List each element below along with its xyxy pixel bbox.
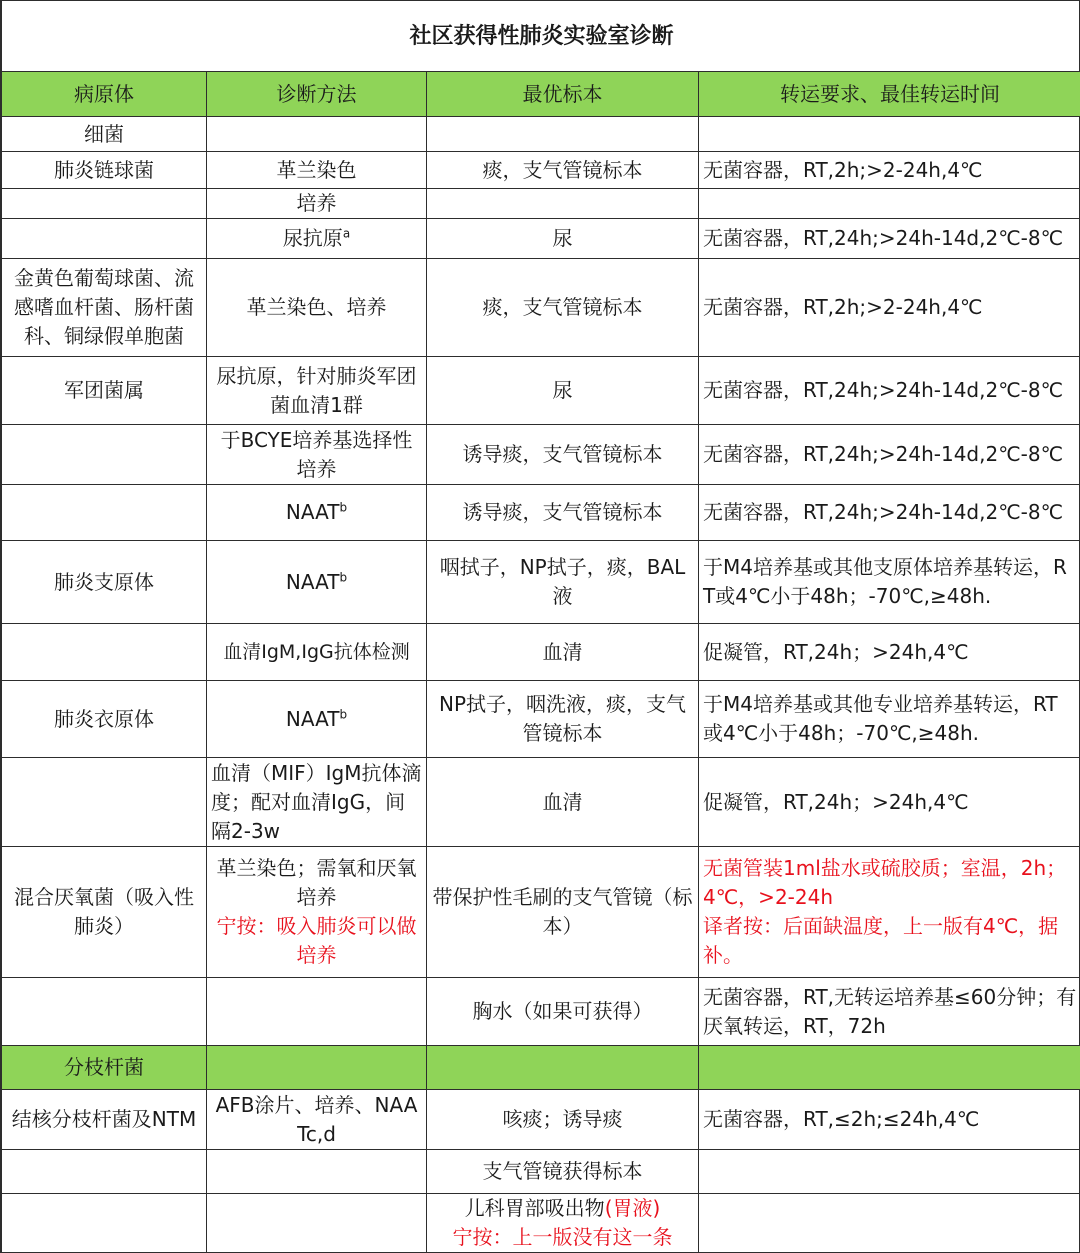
method-cell (207, 1150, 427, 1194)
pathogen-cell: 分枝杆菌 (2, 1046, 207, 1090)
method-cell: 血清（MIF）IgM抗体滴度；配对血清IgG，间隔2-3w (207, 758, 427, 847)
pathogen-cell: 肺炎衣原体 (2, 681, 207, 758)
specimen-cell: 痰，支气管镜标本 (427, 152, 699, 189)
specimen-cell: 血清 (427, 758, 699, 847)
footnote-marker: b (339, 706, 348, 721)
transport-cell: 无菌容器，RT,2h;>2-24h,4℃ (699, 259, 1080, 357)
specimen-cell (427, 1194, 699, 1253)
method-cell (207, 1194, 427, 1253)
header-method: 诊断方法 (207, 72, 427, 117)
table-row (2, 189, 1080, 219)
method-text: NAAT (285, 569, 340, 594)
method-cell: 尿抗原，针对肺炎军团菌血清1群 (207, 357, 427, 425)
specimen-cell: 带保护性毛刷的支气管镜（标本） (427, 847, 699, 978)
method-text: 革兰染色；需氧和厌氧培养 (216, 856, 417, 909)
table-row (2, 485, 1080, 541)
transport-cell: 无菌容器，RT,无转运培养基≤60分钟；有厌氧转运，RT，72h (699, 978, 1080, 1046)
footnote-marker: a (342, 226, 351, 241)
table-title: 社区获得性肺炎实验室诊断 (2, 1, 1080, 72)
pathogen-cell: 军团菌属 (2, 357, 207, 425)
specimen-cell: 尿 (427, 357, 699, 425)
method-text: NAAT (285, 500, 340, 524)
pathogen-cell (2, 485, 207, 541)
specimen-text: 儿科胃部吸出物 (464, 1196, 605, 1220)
lab-diagnosis-table (1, 0, 1080, 1253)
method-cell: 血清IgM,IgG抗体检测 (207, 624, 427, 681)
specimen-cell (427, 189, 699, 219)
translator-note: 译者按：后面缺温度，上一版有4℃，据补。 (703, 914, 1059, 967)
transport-cell (699, 1194, 1080, 1253)
transport-cell (699, 189, 1080, 219)
specimen-cell: 支气管镜获得标本 (427, 1150, 699, 1194)
table-row (2, 117, 1080, 152)
category-row (2, 1046, 1080, 1090)
transport-cell (699, 847, 1080, 978)
transport-cell: 于M4培养基或其他专业培养基转运，RT或4℃小于48h；-70℃,≥48h. (699, 681, 1080, 758)
transport-cell: 于M4培养基或其他支原体培养基转运，RT或4℃小于48h；-70℃,≥48h. (699, 541, 1080, 624)
table-row (2, 624, 1080, 681)
table-row (2, 357, 1080, 425)
header-specimen: 最优标本 (427, 72, 699, 117)
specimen-cell: 胸水（如果可获得） (427, 978, 699, 1046)
header-transport: 转运要求、最佳转运时间 (699, 72, 1080, 117)
specimen-cell: 咳痰；诱导痰 (427, 1090, 699, 1150)
table-row (2, 1090, 1080, 1150)
table-row (2, 847, 1080, 978)
specimen-cell: 咽拭子，NP拭子，痰，BAL液 (427, 541, 699, 624)
pathogen-cell: 金黄色葡萄球菌、流感嗜血杆菌、肠杆菌科、铜绿假单胞菌 (2, 259, 207, 357)
method-cell: 革兰染色、培养 (207, 259, 427, 357)
table-row (2, 425, 1080, 485)
specimen-cell: NP拭子，咽洗液，痰，支气管镜标本 (427, 681, 699, 758)
specimen-cell (427, 1046, 699, 1090)
pathogen-cell (2, 758, 207, 847)
method-cell (207, 847, 427, 978)
header-pathogen: 病原体 (2, 72, 207, 117)
pathogen-cell (2, 978, 207, 1046)
table-row (2, 681, 1080, 758)
table-row (2, 758, 1080, 847)
table-row (2, 259, 1080, 357)
method-text: NAAT (285, 706, 340, 731)
transport-cell (699, 1150, 1080, 1194)
method-cell: AFB涂片、培养、NAATc,d (207, 1090, 427, 1150)
method-cell: 于BCYE培养基选择性培养 (207, 425, 427, 485)
specimen-cell (427, 117, 699, 152)
method-cell (207, 1046, 427, 1090)
pathogen-cell: 肺炎链球菌 (2, 152, 207, 189)
transport-cell: 无菌容器，RT,≤2h;≤24h,4℃ (699, 1090, 1080, 1150)
pathogen-cell (2, 189, 207, 219)
transport-cell: 无菌容器，RT,24h;>24h-14d,2℃-8℃ (699, 485, 1080, 541)
pathogen-cell (2, 1194, 207, 1253)
pathogen-cell: 混合厌氧菌（吸入性肺炎） (2, 847, 207, 978)
transport-cell (699, 117, 1080, 152)
pathogen-cell (2, 1150, 207, 1194)
footnote-marker: b (339, 500, 348, 515)
transport-cell (699, 1046, 1080, 1090)
pathogen-cell: 结核分枝杆菌及NTM (2, 1090, 207, 1150)
method-text: 尿抗原 (282, 226, 343, 250)
pathogen-cell: 细菌 (2, 117, 207, 152)
specimen-cell: 痰，支气管镜标本 (427, 259, 699, 357)
specimen-cell: 尿 (427, 219, 699, 259)
method-cell: 革兰染色 (207, 152, 427, 189)
transport-text: 无菌管装1ml盐水或硫胶质；室温，2h；4℃，>2-24h (703, 856, 1067, 909)
pathogen-cell (2, 624, 207, 681)
title-row (2, 1, 1080, 72)
transport-cell: 无菌容器，RT,2h;>2-24h,4℃ (699, 152, 1080, 189)
specimen-cell: 血清 (427, 624, 699, 681)
pathogen-cell (2, 425, 207, 485)
transport-cell: 无菌容器，RT,24h;>24h-14d,2℃-8℃ (699, 219, 1080, 259)
transport-cell: 促凝管，RT,24h；>24h,4℃ (699, 624, 1080, 681)
specimen-highlight: (胃液) (604, 1196, 661, 1220)
pathogen-cell (2, 219, 207, 259)
table-row (2, 1150, 1080, 1194)
table-row (2, 1194, 1080, 1253)
method-cell (207, 219, 427, 259)
translator-note: 宁按：吸入肺炎可以做培养 (216, 914, 417, 967)
method-cell (207, 485, 427, 541)
header-row (2, 72, 1080, 117)
specimen-cell: 诱导痰，支气管镜标本 (427, 485, 699, 541)
pathogen-cell: 肺炎支原体 (2, 541, 207, 624)
method-cell (207, 681, 427, 758)
footnote-marker: b (339, 569, 348, 584)
table-row (2, 978, 1080, 1046)
transport-cell: 无菌容器，RT,24h;>24h-14d,2℃-8℃ (699, 357, 1080, 425)
method-cell (207, 541, 427, 624)
method-cell (207, 117, 427, 152)
method-cell (207, 978, 427, 1046)
transport-cell: 无菌容器，RT,24h;>24h-14d,2℃-8℃ (699, 425, 1080, 485)
table-row (2, 541, 1080, 624)
method-cell: 培养 (207, 189, 427, 219)
table-row (2, 152, 1080, 189)
translator-note: 宁按：上一版没有这一条 (452, 1225, 673, 1249)
specimen-cell: 诱导痰，支气管镜标本 (427, 425, 699, 485)
transport-cell: 促凝管，RT,24h；>24h,4℃ (699, 758, 1080, 847)
table-row (2, 219, 1080, 259)
